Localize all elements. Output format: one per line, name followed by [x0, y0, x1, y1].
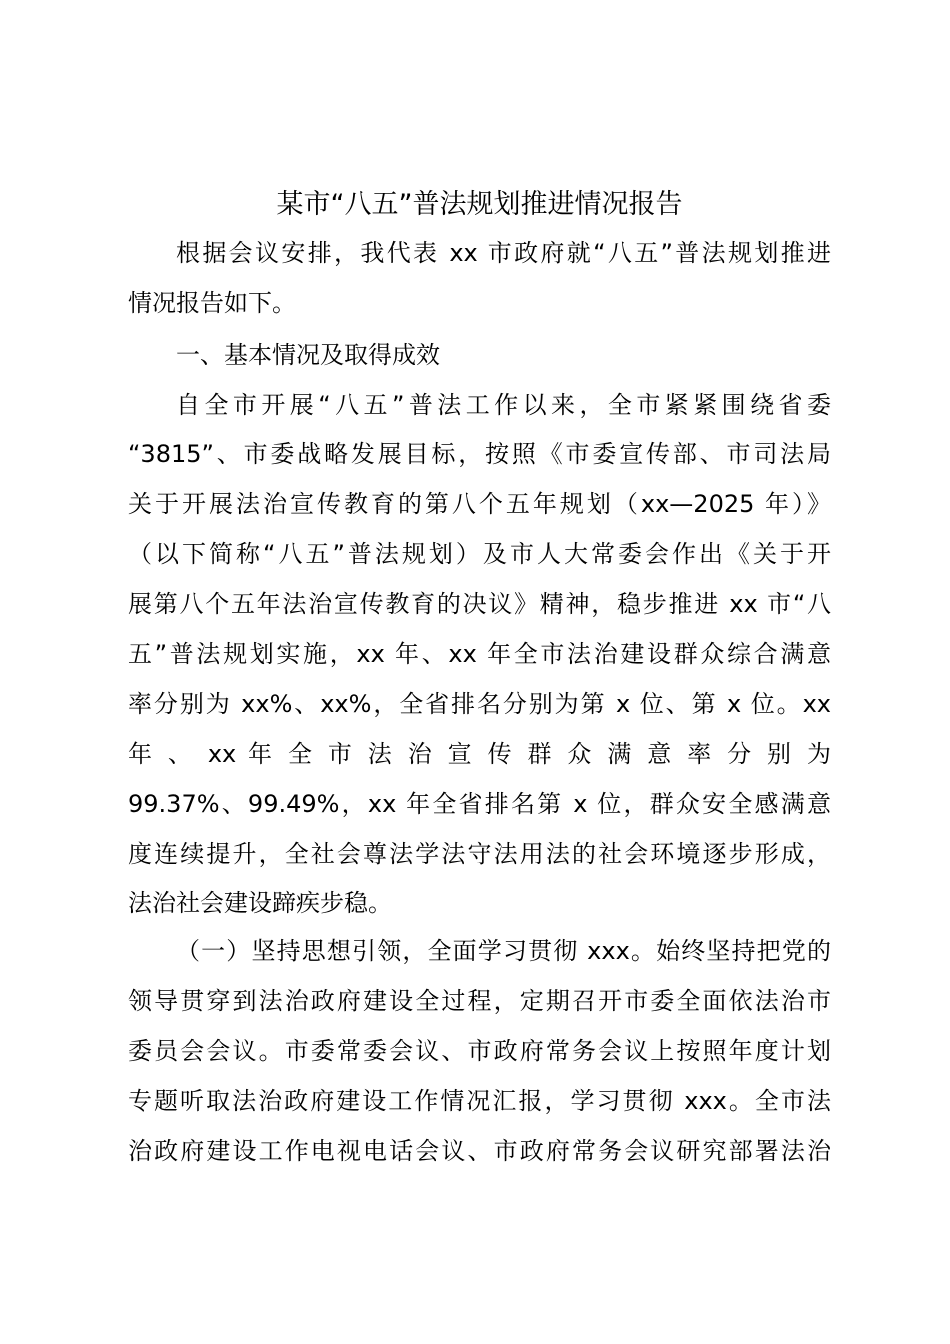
paragraph-line: （一）坚持思想引领，全面学习贯彻 xxx。始终坚持把党的	[176, 937, 831, 965]
paragraph-line: 率分别为 xx%、xx%，全省排名分别为第 x 位、第 x 位。xx	[128, 690, 831, 718]
paragraph-line: 自全市开展“八五”普法工作以来，全市紧紧围绕省委	[176, 391, 831, 419]
paragraph-line: 度连续提升，全社会尊法学法守法用法的社会环境逐步形成，	[128, 840, 831, 868]
paragraph-line: 情况报告如下。	[128, 289, 296, 317]
paragraph-line: 关于开展法治宣传教育的第八个五年规划（xx—2025 年）》	[128, 490, 831, 518]
paragraph-line: 根据会议安排，我代表 xx 市政府就“八五”普法规划推进	[176, 239, 831, 267]
paragraph-line: 治政府建设工作电视电话会议、市政府常务会议研究部署法治	[128, 1137, 831, 1165]
paragraph-line: 专题听取法治政府建设工作情况汇报，学习贯彻 xxx。全市法	[128, 1087, 831, 1115]
paragraph-line: （以下简称“八五”普法规划）及市人大常委会作出《关于开	[128, 540, 831, 568]
paragraph-line: “3815”、市委战略发展目标，按照《市委宣传部、市司法局	[128, 440, 831, 468]
paragraph-line: 99.37%、99.49%，xx 年全省排名第 x 位，群众安全感满意	[128, 790, 831, 818]
paragraph-line: 法治社会建设蹄疾步稳。	[128, 889, 392, 917]
paragraph-line: 领导贯穿到法治政府建设全过程，定期召开市委全面依法治市	[128, 987, 831, 1015]
paragraph-line: 展第八个五年法治宣传教育的决议》精神，稳步推进 xx 市“八	[128, 590, 831, 618]
section-heading: 一、基本情况及取得成效	[176, 341, 440, 369]
paragraph-line: 委员会会议。市委常委会议、市政府常务会议上按照年度计划	[128, 1037, 831, 1065]
document-title: 某市“八五”普法规划推进情况报告	[276, 189, 683, 220]
paragraph-line: 年 、 xx 年 全 市 法 治 宣 传 群 众 满 意 率 分 别 为	[128, 740, 831, 768]
paragraph-line: 五”普法规划实施，xx 年、xx 年全市法治建设群众综合满意	[128, 640, 831, 668]
